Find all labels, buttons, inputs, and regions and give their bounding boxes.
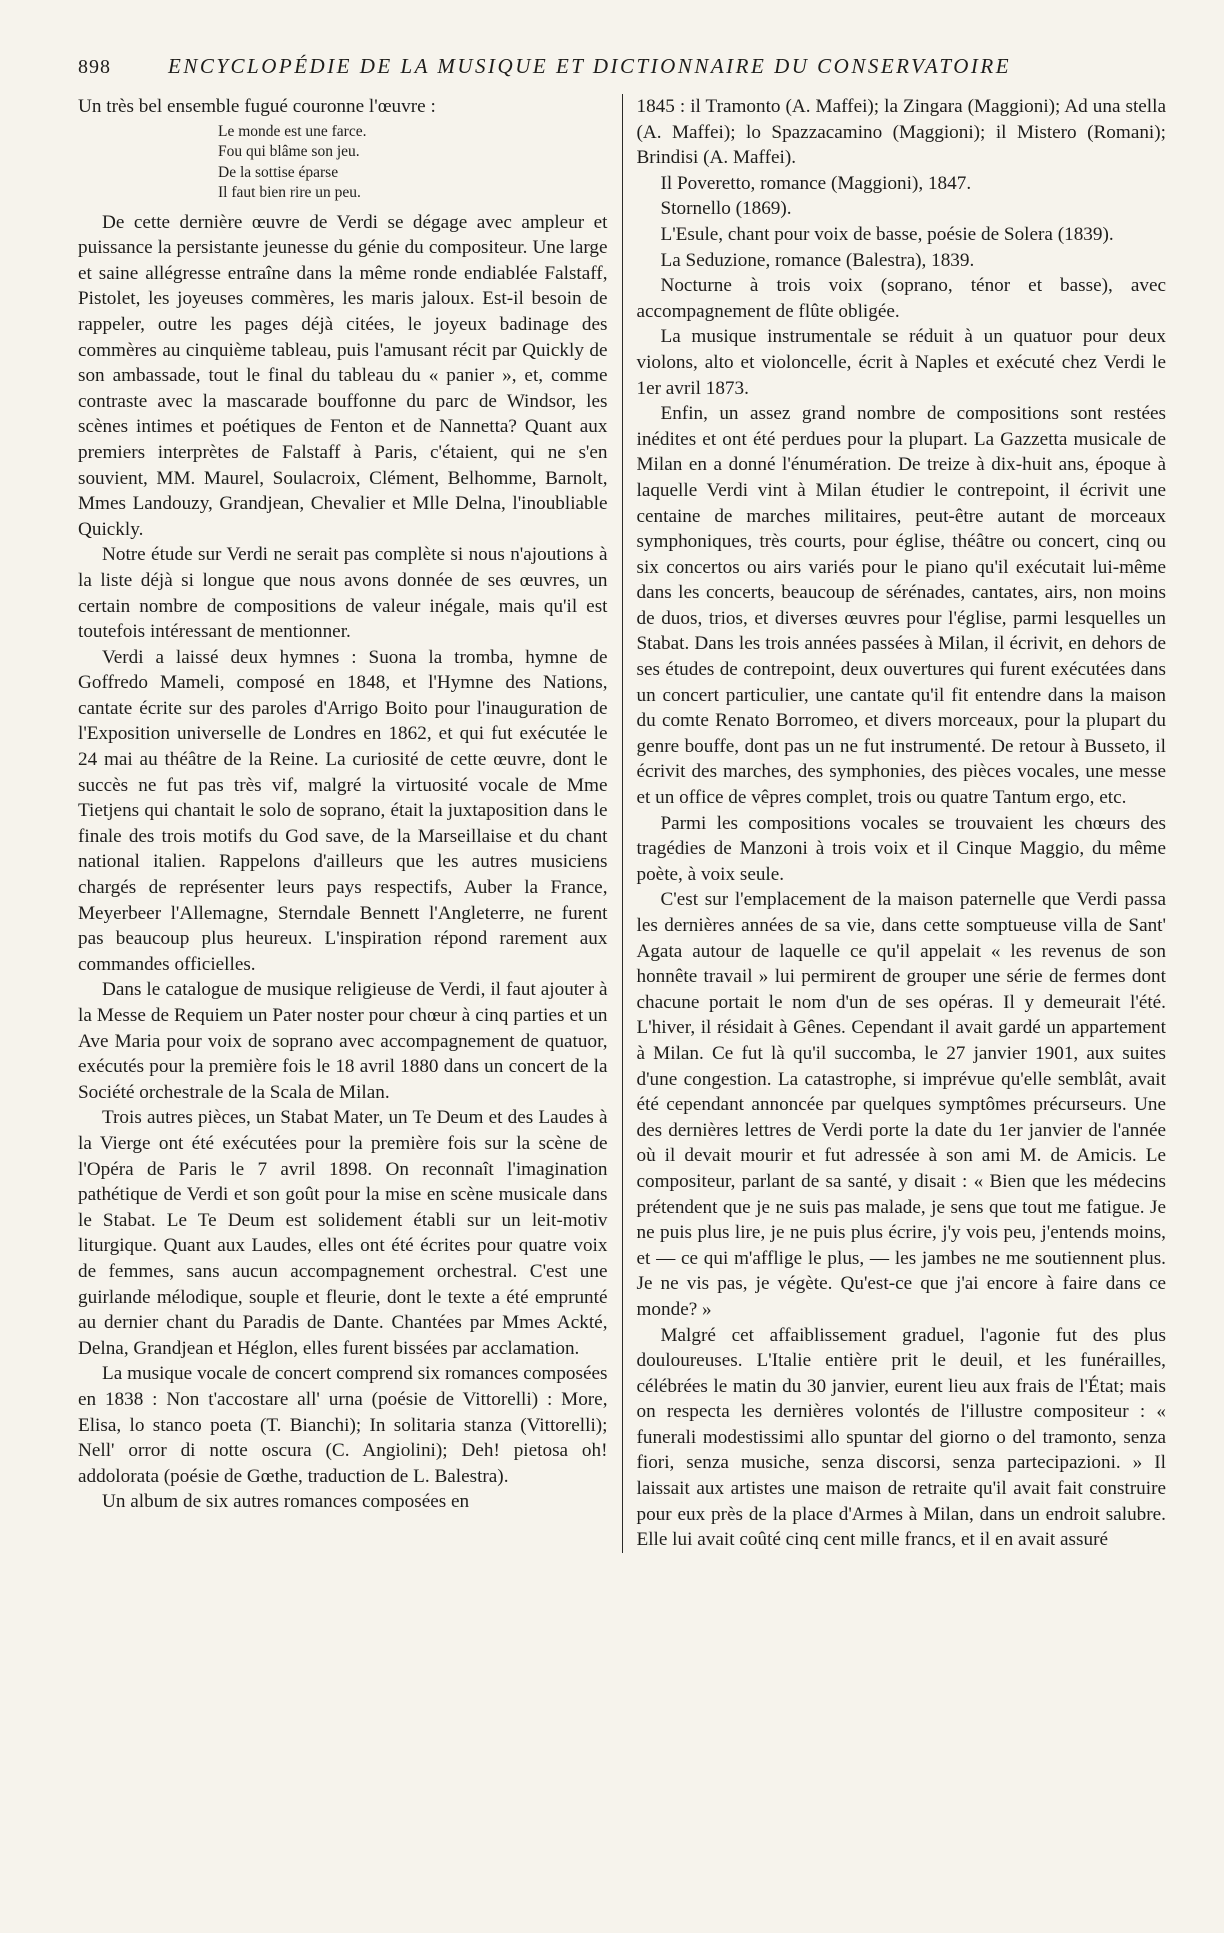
paragraph: Notre étude sur Verdi ne serait pas complète si nous n'ajoutions à la liste déjà si longue que nous avons donnée de ses œuvres, un certain nombre de compositions de valeur inégale, mais qu'il est toutefois intéressant de mentionner. (78, 544, 608, 643)
paragraph: Enfin, un assez grand nombre de compositions sont restées inédites et ont été perdues pour la plupart. La Gazzetta musicale de Milan en a donné l'énumération. De treize à dix-huit ans, époque à laquelle Verdi vint à Milan étudier le contrepoint, il écrivit une centaine de marches militaires, peut-être autant de morceaux symphoniques, très courts, pour église, théâtre ou concert, cinq ou six concertos ou airs variés pour le piano qu'il exécutait lui-même dans les concerts, beaucoup de sérénades, cantates, airs, non moins de duos, trios, et diverses œuvres pour l'église, parmi lesquelles un Stabat. Dans les trois années passées à Milan, il écrivit, en dehors de ses études de contrepoint, deux ouvertures qui furent exécutées dans un concert particulier, une cantate qu'il fit entendre dans la maison du comte Renato Borromeo, et divers morceaux, pour la plupart du genre bouffe, dont pas un ne fut instrumenté. De retour à Busseto, il écrivit des marches, des symphonies, des pièces vocales, une messe et un office de vêpres complet, trois ou quatre Tantum ergo, etc. (636, 403, 1166, 809)
verse-line: Il faut bien rire un peu. (218, 184, 361, 202)
text-columns (78, 94, 1166, 1553)
page-number: 898 (78, 56, 111, 78)
right-column (636, 94, 1166, 1553)
paragraph: Stornello (1869). (660, 198, 792, 220)
paragraph: Verdi a laissé deux hymnes : Suona la tromba, hymne de Goffredo Mameli, composé en 1848, et l'Hymne des Nations, cantate écrite sur des paroles d'Arrigo Boito pour l'inauguration de l'Exposition universelle de Londres en 1862, et qui fut exécutée le 24 mai au théâtre de la Reine. La curiosité de cette œuvre, dont le succès ne fut pas très vif, malgré la virtuosité vocale de Mme Tietjens qui chantait le solo de soprano, était la juxtaposition dans le finale des trois motifs du God save, de la Marseillaise et du chant national italien. Rappelons d'ailleurs que les autres musiciens chargés de représenter leurs pays respectifs, Auber la France, Meyerbeer l'Allemagne, Sterndale Bennett l'Angleterre, ne furent pas beaucoup plus heureux. L'inspiration répond rarement aux commandes officielles. (78, 646, 608, 975)
page-header (78, 54, 1166, 84)
intro-paragraph: Un très bel ensemble fugué couronne l'œuvre : (78, 96, 436, 117)
verse-line: De la sottise éparse (218, 163, 339, 181)
paragraph: La Seduzione, romance (Balestra), 1839. (660, 249, 975, 271)
left-column (78, 94, 608, 1553)
paragraph: La musique instrumentale se réduit à un quatuor pour deux violons, alto et violoncelle, écrit à Naples et exécuté chez Verdi le 1er avril 1873. (636, 326, 1166, 399)
paragraph: De cette dernière œuvre de Verdi se dégage avec ampleur et puissance la persistante jeunesse du génie du compositeur. Une large et saine allégresse entraîne dans la même ronde endiablée Falstaff, Pistolet, les joyeuses commères, les maris jaloux. Est-il besoin de rappeler, outre les pages déjà citées, le joyeux badinage des commères au cinquième tableau, puis l'amusant récit par Quickly de son ambassade, tout le final du tableau du « panier », et, comme contraste avec la mascarade bouffonne du parc de Windsor, les scènes intimes et poétiques de Fenton et de Nannetta? Quant aux premiers interprètes de Falstaff à Paris, c'étaient, qui ne s'en souvient, MM. Maurel, Soulacroix, Clément, Belhomme, Barnolt, Mmes Landouzy, Grandjean, Chevalier et Mlle Delna, l'inoubliable Quickly. (78, 211, 608, 540)
column-divider (622, 94, 623, 1553)
verse-line: Le monde est une farce. (218, 122, 367, 140)
paragraph: Parmi les compositions vocales se trouvaient les chœurs des tragédies de Manzoni à trois voix et il Cinque Maggio, du même poète, à voix seule. (636, 812, 1166, 885)
verse-line: Fou qui blâme son jeu. (218, 143, 360, 161)
paragraph: L'Esule, chant pour voix de basse, poésie de Solera (1839). (660, 223, 1114, 245)
paragraph: Malgré cet affaiblissement graduel, l'agonie fut des plus douloureuses. L'Italie entière prit le deuil, et les funérailles, célébrées le matin du 30 janvier, eurent lieu aux frais de l'État; mais on respecta les dernières volontés de l'illustre compositeur : « funerali modestissimi allo spuntar del giorno o del tramonto, senza fiori, senza musiche, senza discorsi, senza partecipazioni. » Il laissait aux artistes une maison de retraite qu'il avait fait construire pour eux près de la place d'Armes à Milan, dans un endroit salubre. Elle lui avait coûté cinq cent mille francs, et il en avait assuré (636, 1324, 1166, 1551)
verse-quote (218, 122, 608, 204)
paragraph: 1845 : il Tramonto (A. Maffei); la Zingara (Maggioni); Ad una stella (A. Maffei); lo Spazzacamino (Maggioni); il Mistero (Romani); Brindisi (A. Maffei). (636, 96, 1166, 169)
paragraph: Un album de six autres romances composées en (102, 1491, 470, 1513)
paragraph: Trois autres pièces, un Stabat Mater, un Te Deum et des Laudes à la Vierge ont été exécutées pour la première fois sur la scène de l'Opéra de Paris le 7 avril 1898. On reconnaît l'imagination pathétique de Verdi et son goût pour la mise en scène musicale dans le Stabat. Le Te Deum est solidement établi sur un leit-motiv liturgique. Quant aux Laudes, elles ont été écrites pour quatre voix de femmes, sans aucun accompagnement orchestral. C'est une guirlande mélodique, souple et fleurie, dont le texte a été emprunté au dernier chant du Paradis de Dante. Chantées par Mmes Ackté, Delna, Grandjean et Héglon, elles furent bissées par acclamation. (78, 1107, 608, 1359)
paragraph: Il Poveretto, romance (Maggioni), 1847. (660, 172, 972, 194)
running-title: ENCYCLOPÉDIE DE LA MUSIQUE ET DICTIONNAIRE DU CONSERVATOIRE (168, 54, 1012, 78)
paragraph: Nocturne à trois voix (soprano, ténor et basse), avec accompagnement de flûte obligée. (636, 275, 1166, 322)
paragraph: Dans le catalogue de musique religieuse de Verdi, il faut ajouter à la Messe de Requiem un Pater noster pour chœur à cinq parties et un Ave Maria pour voix de soprano avec accompagnement de quatuor, exécutés pour la première fois le 18 avril 1880 dans un concert de la Société orchestrale de la Scala de Milan. (78, 979, 608, 1103)
paragraph: La musique vocale de concert comprend six romances composées en 1838 : Non t'accostare all' urna (poésie de Vittorelli) : More, Elisa, lo stanco poeta (T. Bianchi); In solitaria stanza (Vittorelli); Nell' orror di notte oscura (C. Angiolini); Deh! pietosa oh! addolorata (poésie de Gœthe, traduction de L. Balestra). (78, 1363, 608, 1487)
paragraph: C'est sur l'emplacement de la maison paternelle que Verdi passa les dernières années de sa vie, dans cette somptueuse villa de Sant' Agata autour de laquelle ce qu'il appelait « les revenus de son honnête travail » lui permirent de grouper une série de fermes dont chacune portait le nom d'un de ses opéras. Il y demeurait l'été. L'hiver, il résidait à Gênes. Cependant il avait gardé un appartement à Milan. Ce fut là qu'il succomba, le 27 janvier 1901, aux suites d'une congestion. La catastrophe, si imprévue qu'elle semblât, avait été cependant annoncée par quelques symptômes précurseurs. Une des dernières lettres de Verdi porte la date du 1er janvier de l'année où il devait mourir et fut adressée à son ami M. de Amicis. Le compositeur, parlant de sa santé, y disait : « Bien que les médecins prétendent que je ne suis pas malade, je sens que tout me fatigue. Je ne puis plus lire, je ne puis plus écrire, j'y vois peu, j'entends moins, et — ce qui m'afflige le plus, — les jambes ne me soutiennent plus. Je ne vis pas, je végète. Qu'est-ce que j'ai encore à faire dans ce monde? » (636, 889, 1166, 1320)
